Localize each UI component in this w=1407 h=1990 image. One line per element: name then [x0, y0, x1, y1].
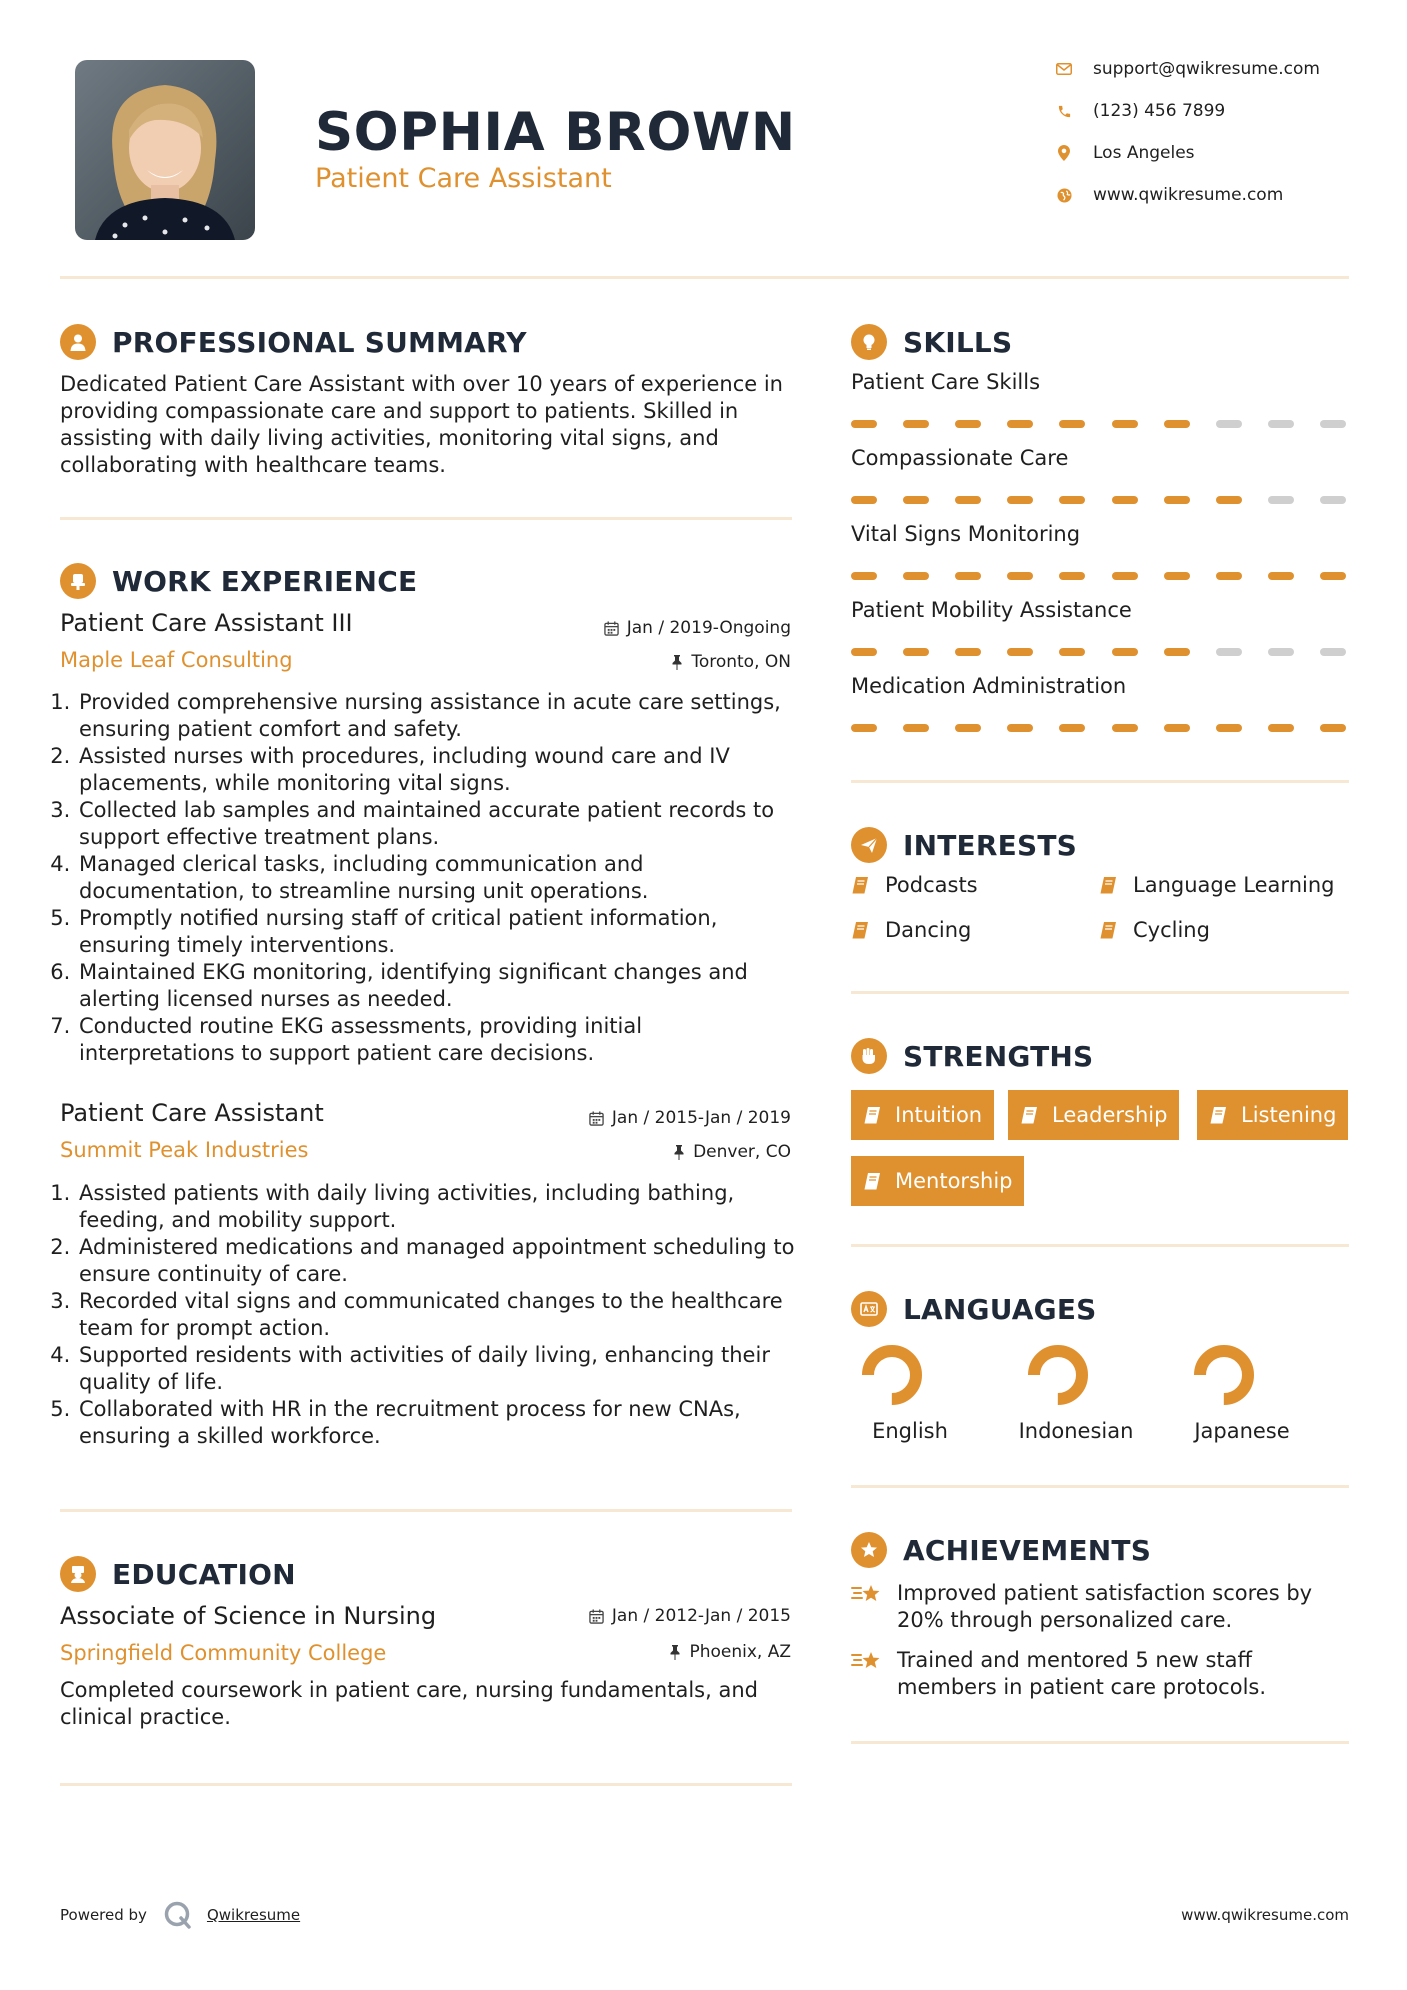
contact-location-text: Los Angeles: [1093, 143, 1195, 163]
rating-dash-filled: [1164, 648, 1190, 656]
rating-dash-filled: [1007, 420, 1033, 428]
language-level-arc: [868, 1351, 916, 1399]
strength-tag: [851, 1156, 1024, 1206]
rating-dash-filled: [1007, 724, 1033, 732]
profile-photo: [75, 60, 255, 240]
education-dates: [589, 1606, 791, 1626]
book-icon: [851, 875, 871, 895]
summary-text: Dedicated Patient Care Assistant with over 10 years of experience in providing compassionate care and support to patients. Skilled in assisting with daily living activities, monitoring vital signs, and collaborating with healthcare teams.: [60, 372, 783, 477]
rating-dash-filled: [1164, 496, 1190, 504]
interest-item: [851, 873, 978, 897]
pushpin-icon: [671, 655, 683, 670]
rating-dash-filled: [1007, 572, 1033, 580]
rating-dash-filled: [1216, 496, 1242, 504]
rating-dash-filled: [1320, 572, 1346, 580]
job-2-responsibilities: [55, 1180, 800, 1450]
skill-rating: [851, 648, 1346, 656]
education-divider: [60, 1783, 792, 1786]
contact-website-text: www.qwikresume.com: [1093, 185, 1284, 205]
portrait-image: [75, 60, 255, 240]
school-name: Springfield Community College: [60, 1641, 387, 1665]
rating-dash-empty: [1268, 496, 1294, 504]
list-item: 5. Promptly notified nursing staff of critical patient information, ensuring timely interventions.: [77, 905, 800, 959]
education-description: Completed coursework in patient care, nursing fundamentals, and clinical practice.: [60, 1678, 758, 1729]
list-item: 3. Recorded vital signs and communicated changes to the healthcare team for prompt action.: [77, 1288, 800, 1342]
rating-dash-empty: [1320, 648, 1346, 656]
language-level-ring: [860, 1343, 924, 1407]
skill-rating: [851, 420, 1346, 428]
education-location: [669, 1642, 791, 1662]
rating-dash-filled: [1164, 420, 1190, 428]
skill-rating: [851, 496, 1346, 504]
interest-label: Cycling: [1133, 918, 1210, 942]
skill-name: Patient Mobility Assistance: [851, 598, 1132, 622]
interests-divider: [851, 991, 1349, 994]
job-1-company: Maple Leaf Consulting: [60, 648, 293, 672]
skills-divider: [851, 780, 1349, 783]
list-item: 2. Administered medications and managed appointment scheduling to ensure continuity of care.: [77, 1234, 800, 1288]
pushpin-icon: [669, 1645, 681, 1660]
rating-dash-filled: [955, 572, 981, 580]
rating-dash-filled: [851, 724, 877, 732]
education-location-text: Phoenix, AZ: [689, 1642, 791, 1662]
list-item: 4. Managed clerical tasks, including communication and documentation, to streamline nursing unit operations.: [77, 851, 800, 905]
rating-dash-filled: [955, 496, 981, 504]
language-item: [1167, 1343, 1317, 1443]
calendar-icon: [589, 1111, 604, 1126]
list-item: 1. Provided comprehensive nursing assistance in acute care settings, ensuring patient comfort and safety.: [77, 689, 800, 743]
list-item: 7. Conducted routine EKG assessments, providing initial interpretations to support patient care decisions.: [77, 1013, 800, 1067]
rating-dash-empty: [1268, 420, 1294, 428]
education-dates-text: Jan / 2012-Jan / 2015: [611, 1606, 791, 1626]
book-icon: [1209, 1105, 1229, 1125]
translate-icon: [851, 1291, 887, 1327]
qwikresume-link[interactable]: Qwikresume: [206, 1906, 301, 1924]
strength-label: Intuition: [895, 1103, 983, 1127]
lightbulb-icon: [851, 324, 887, 360]
footer-powered-by: [60, 1900, 300, 1930]
interest-item: [1099, 873, 1334, 897]
interest-label: Dancing: [885, 918, 972, 942]
job-1-location-text: Toronto, ON: [691, 652, 791, 672]
rating-dash-filled: [1059, 496, 1085, 504]
job-2-dates: [589, 1108, 791, 1128]
rating-dash-filled: [1164, 724, 1190, 732]
rating-dash-filled: [955, 420, 981, 428]
envelope-icon: [1055, 60, 1073, 78]
rating-dash-filled: [851, 420, 877, 428]
rating-dash-filled: [1112, 724, 1138, 732]
rating-dash-filled: [1112, 572, 1138, 580]
rating-dash-filled: [1216, 572, 1242, 580]
contact-phone[interactable]: [1055, 97, 1225, 125]
interests-section-heading: [851, 825, 1077, 865]
strength-tag: [1008, 1090, 1179, 1140]
rating-dash-filled: [1216, 724, 1242, 732]
rating-dash-filled: [851, 572, 877, 580]
rating-dash-filled: [1112, 420, 1138, 428]
degree-title: Associate of Science in Nursing: [60, 1602, 437, 1630]
languages-section-heading: [851, 1289, 1097, 1329]
contact-email[interactable]: [1055, 55, 1320, 83]
skills-heading: SKILLS: [903, 325, 1013, 359]
strengths-heading: STRENGTHS: [903, 1039, 1094, 1073]
rating-dash-filled: [1007, 496, 1033, 504]
summary-section-heading: [60, 322, 527, 362]
phone-icon: [1055, 102, 1073, 120]
contact-location: [1055, 139, 1195, 167]
book-icon: [1020, 1105, 1040, 1125]
list-item: 3. Collected lab samples and maintained accurate patient records to support effective treatment plans.: [77, 797, 800, 851]
list-item: 4. Supported residents with activities of daily living, enhancing their quality of life.: [77, 1342, 800, 1396]
calendar-icon: [604, 621, 619, 636]
rating-dash-filled: [1059, 648, 1085, 656]
rating-dash-filled: [1112, 648, 1138, 656]
shooting-star-icon: [851, 1580, 885, 1634]
list-item: 5. Collaborated with HR in the recruitment process for new CNAs, ensuring a skilled workforce.: [77, 1396, 800, 1450]
achievements-section-heading: [851, 1530, 1151, 1570]
paper-plane-icon: [851, 827, 887, 863]
rating-dash-filled: [1007, 648, 1033, 656]
job-1-title: Patient Care Assistant III: [60, 609, 353, 637]
language-item: [1001, 1343, 1151, 1443]
candidate-title: Patient Care Assistant: [315, 163, 612, 194]
rating-dash-empty: [1268, 648, 1294, 656]
job-2-company: Summit Peak Industries: [60, 1138, 309, 1162]
job-1-dates: [604, 618, 791, 638]
rating-dash-filled: [1320, 724, 1346, 732]
calendar-icon: [589, 1609, 604, 1624]
fist-icon: [851, 1038, 887, 1074]
rating-dash-filled: [903, 420, 929, 428]
list-item: 6. Maintained EKG monitoring, identifying significant changes and alerting licensed nurses as needed.: [77, 959, 800, 1013]
achievement-item: [851, 1647, 1349, 1701]
contact-email-text: support@qwikresume.com: [1093, 59, 1320, 79]
achievement-item: [851, 1580, 1349, 1634]
rating-dash-filled: [955, 724, 981, 732]
rating-dash-empty: [1216, 420, 1242, 428]
language-label: Japanese: [1194, 1419, 1290, 1443]
interest-item: [851, 918, 971, 942]
job-2-location: [673, 1142, 791, 1162]
book-icon: [863, 1171, 883, 1191]
job-2-title: Patient Care Assistant: [60, 1099, 324, 1127]
rating-dash-empty: [1320, 496, 1346, 504]
interest-item: [1099, 918, 1210, 942]
briefcase-icon: [60, 563, 96, 599]
interest-label: Language Learning: [1133, 873, 1335, 897]
strength-tag: [851, 1090, 994, 1140]
language-level-ring: [1026, 1343, 1090, 1407]
qwikresume-logo-icon: [163, 1900, 193, 1930]
list-item: 2. Assisted nurses with procedures, including wound care and IV placements, while monitoring vital signs.: [77, 743, 800, 797]
contact-website[interactable]: [1055, 181, 1283, 209]
contact-phone-text: (123) 456 7899: [1093, 101, 1226, 121]
footer-website[interactable]: www.qwikresume.com: [1181, 1906, 1349, 1924]
summary-heading: PROFESSIONAL SUMMARY: [112, 325, 527, 359]
book-icon: [1099, 920, 1119, 940]
language-item: [835, 1343, 985, 1443]
strength-label: Leadership: [1052, 1103, 1168, 1127]
graduate-icon: [60, 1556, 96, 1592]
languages-divider: [851, 1485, 1349, 1488]
rating-dash-empty: [1216, 648, 1242, 656]
star-badge-icon: [851, 1532, 887, 1568]
strengths-section-heading: [851, 1036, 1093, 1076]
pushpin-icon: [673, 1145, 685, 1160]
book-icon: [1099, 875, 1119, 895]
work-section-heading: [60, 561, 417, 601]
job-2-dates-text: Jan / 2015-Jan / 2019: [611, 1108, 791, 1128]
languages-heading: LANGUAGES: [903, 1292, 1097, 1326]
achievements-heading: ACHIEVEMENTS: [903, 1533, 1152, 1567]
summary-divider: [60, 517, 792, 520]
rating-dash-filled: [1268, 724, 1294, 732]
rating-dash-filled: [851, 648, 877, 656]
globe-icon: [1055, 186, 1073, 204]
rating-dash-filled: [1164, 572, 1190, 580]
rating-dash-empty: [1320, 420, 1346, 428]
strength-label: Listening: [1241, 1103, 1337, 1127]
interest-label: Podcasts: [885, 873, 978, 897]
rating-dash-filled: [1059, 572, 1085, 580]
work-divider: [60, 1509, 792, 1512]
language-level-arc: [1034, 1351, 1082, 1399]
book-icon: [851, 920, 871, 940]
rating-dash-filled: [1059, 420, 1085, 428]
strengths-divider: [851, 1244, 1349, 1247]
skill-name: Medication Administration: [851, 674, 1127, 698]
skill-name: Compassionate Care: [851, 446, 1069, 470]
header-divider: [60, 276, 1349, 279]
strength-label: Mentorship: [895, 1169, 1013, 1193]
rating-dash-filled: [851, 496, 877, 504]
skill-name: Patient Care Skills: [851, 370, 1041, 394]
skill-rating: [851, 724, 1346, 732]
achievement-text: Improved patient satisfaction scores by 20% through personalized care.: [897, 1581, 1313, 1632]
skill-name: Vital Signs Monitoring: [851, 522, 1081, 546]
location-pin-icon: [1055, 144, 1073, 162]
language-level-arc: [1200, 1351, 1248, 1399]
rating-dash-filled: [903, 572, 929, 580]
achievement-text: Trained and mentored 5 new staff members in patient care protocols.: [897, 1648, 1267, 1699]
language-label: Indonesian: [1018, 1419, 1134, 1443]
rating-dash-filled: [903, 648, 929, 656]
language-label: English: [872, 1419, 948, 1443]
skill-rating: [851, 572, 1346, 580]
work-heading: WORK EXPERIENCE: [112, 564, 418, 598]
rating-dash-filled: [1268, 572, 1294, 580]
strength-tag: [1197, 1090, 1348, 1140]
language-level-ring: [1192, 1343, 1256, 1407]
interests-heading: INTERESTS: [903, 828, 1077, 862]
candidate-name: SOPHIA BROWN: [315, 102, 796, 163]
education-heading: EDUCATION: [112, 1557, 296, 1591]
rating-dash-filled: [955, 648, 981, 656]
powered-by-label: Powered by: [60, 1906, 147, 1924]
job-1-responsibilities: [55, 689, 800, 1067]
job-2-location-text: Denver, CO: [693, 1142, 791, 1162]
book-icon: [863, 1105, 883, 1125]
rating-dash-filled: [903, 496, 929, 504]
list-item: 1. Assisted patients with daily living activities, including bathing, feeding, and mobility support.: [77, 1180, 800, 1234]
achievements-divider: [851, 1741, 1349, 1744]
person-icon: [60, 324, 96, 360]
job-1-dates-text: Jan / 2019-Ongoing: [626, 618, 791, 638]
shooting-star-icon: [851, 1647, 885, 1701]
rating-dash-filled: [1112, 496, 1138, 504]
job-1-location: [671, 652, 791, 672]
education-section-heading: [60, 1554, 296, 1594]
skills-section-heading: [851, 322, 1012, 362]
rating-dash-filled: [1059, 724, 1085, 732]
rating-dash-filled: [903, 724, 929, 732]
